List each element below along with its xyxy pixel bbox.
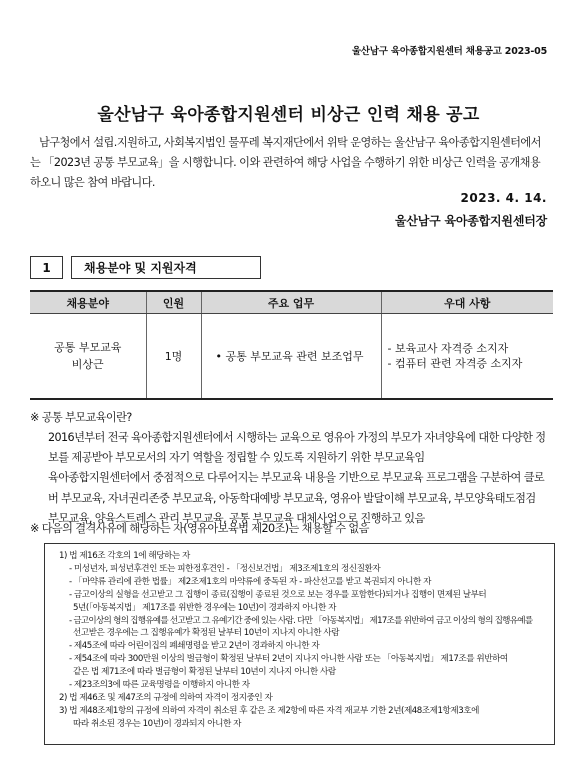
note-line: 2016년부터 전국 육아종합지원센터에서 시행하는 교육으로 영유아 가정의 부모가 자녀양육에 대한 다양한 정 bbox=[48, 431, 546, 444]
box-line: - 금고이상의 실형을 선고받고 그 집행이 종료(집행이 종료된 것으로 보는 경우를 포함한다)되거나 집행이 면제된 날부터 bbox=[69, 589, 487, 600]
box-line: 1) 법 제16조 각호의 1에 해당하는 자 bbox=[59, 551, 190, 561]
box-line: 선고받은 경우에는 그 집행유예가 확정된 날부터 10년이 지나지 아니한 사람 bbox=[73, 628, 340, 639]
preference-item: - 컴퓨터 관련 자격증 소지자 bbox=[387, 357, 523, 370]
cell-count: 1명 bbox=[146, 314, 201, 400]
field-line-2: 비상근 bbox=[71, 358, 104, 371]
table-row bbox=[30, 314, 553, 400]
header-count: 인원 bbox=[146, 291, 201, 314]
box-line: - 미성년자, 피성년후견인 또는 피한정후견인 - 「정신보건법」 제3조제1호의 정신질환자 bbox=[69, 563, 381, 574]
box-line: - 「마약류 관리에 관한 법률」 제2조제1호의 마약류에 중독된 자 - 파산선고를 받고 복권되지 아니한 자 bbox=[69, 576, 431, 587]
box-line: - 제23조의3에 따른 교육명령을 이행하지 아니한 자 bbox=[69, 680, 250, 691]
field-line-1: 공통 부모교육 bbox=[54, 341, 122, 354]
box-line: - 제54조에 따라 300만원 이상의 벌금형이 확정된 날부터 2년이 지나지 아니한 사람 또는 「아동복지법」 제17조를 위반하여 bbox=[69, 654, 508, 665]
box-line: 5년(「아동복지법」 제17조를 위반한 경우에는 10년)이 경과하지 아니한 자 bbox=[73, 602, 336, 613]
table-header-row bbox=[30, 291, 553, 314]
intro-paragraph: 남구청에서 설립.지원하고, 사회복지법인 물푸레 복지재단에서 위탁 운영하는 울산남구 육아종합지원센터에서는 「2023년 공통 부모교육」을 시행합니다. 이와 관련하여 해당 사업을 수행하기 위한 비상근 인력을 공개채용 하오니 많은 참여 바랍니다. bbox=[30, 136, 541, 189]
box-line: - 제45조에 따라 어린이집의 폐쇄명령을 받고 2년이 경과하지 아니한 자 bbox=[69, 641, 320, 652]
note-parent-education-title: ※ 공통 부모교육이란? bbox=[30, 411, 132, 424]
cell-duty: • 공통 부모교육 관련 보조업무 bbox=[201, 314, 381, 400]
note-line: 버 부모교육, 자녀권리존중 부모교육, 아동학대예방 부모교육, 영유아 발달이해 부모교육, 부모양육태도점검 bbox=[48, 491, 536, 505]
page-title: 울산남구 육아종합지원센터 비상근 인력 채용 공고 bbox=[97, 105, 480, 125]
recruitment-table bbox=[30, 290, 553, 400]
box-line: - 금고이상의 형의 집행유예를 선고받고 그 유예기간 중에 있는 사람. 다만 「아동복지법」 제17조를 위반하여 금고 이상의 형의 집행유예를 bbox=[69, 615, 533, 626]
note-line: 육아종합지원센터에서 중점적으로 다루어지는 부모교육 내용을 기반으로 부모교육 프로그램을 구분하여 클로 bbox=[48, 471, 545, 485]
note-parent-education-body bbox=[48, 428, 556, 529]
section-title: 채용분야 및 지원자격 bbox=[71, 256, 261, 279]
disqualification-box bbox=[44, 543, 555, 745]
header-preference: 우대 사항 bbox=[381, 291, 553, 314]
box-line: 같은 법 제71조에 따라 벌금형이 확정된 날부터 10년이 지나지 아니한 사람 bbox=[73, 667, 336, 678]
box-line: 3) 법 제48조제1항의 규정에 의하여 자격이 취소된 후 같은 조 제2항에 따른 자격 재교부 기한 2년(제48조제1항제3호에 bbox=[59, 705, 479, 716]
issuing-organization: 울산남구 육아종합지원센터장 bbox=[394, 214, 547, 228]
section-number: 1 bbox=[30, 256, 63, 279]
note-disqualification: ※ 다음의 결격사유에 해당하는 자(영유아보육법 제20조)는 채용할 수 없음 bbox=[30, 522, 369, 535]
document-reference: 울산남구 육아종합지원센터 채용공고 2023-05 bbox=[351, 46, 547, 57]
header-field: 채용분야 bbox=[30, 291, 146, 314]
box-line: 따라 취소된 경우는 10년)이 경과되지 아니한 자 bbox=[73, 718, 241, 729]
header-duty: 주요 업무 bbox=[201, 291, 381, 314]
preference-item: - 보육교사 자격증 소지자 bbox=[387, 342, 509, 355]
box-line: 2) 법 제46조 및 제47조의 규정에 의하여 자격이 정지중인 자 bbox=[59, 692, 273, 703]
posting-date: 2023. 4. 14. bbox=[460, 191, 547, 205]
note-line: 보를 제공받아 부모로서의 자기 역할을 정립할 수 있도록 지원하기 위한 부모교육임 bbox=[48, 451, 425, 465]
note-line: 부모교육, 양육스트레스 관리 부모교육, 공통 부모교육 대체사업으로 진행하고 있음 bbox=[48, 511, 425, 525]
cell-preference bbox=[381, 314, 553, 400]
cell-field bbox=[30, 314, 146, 400]
